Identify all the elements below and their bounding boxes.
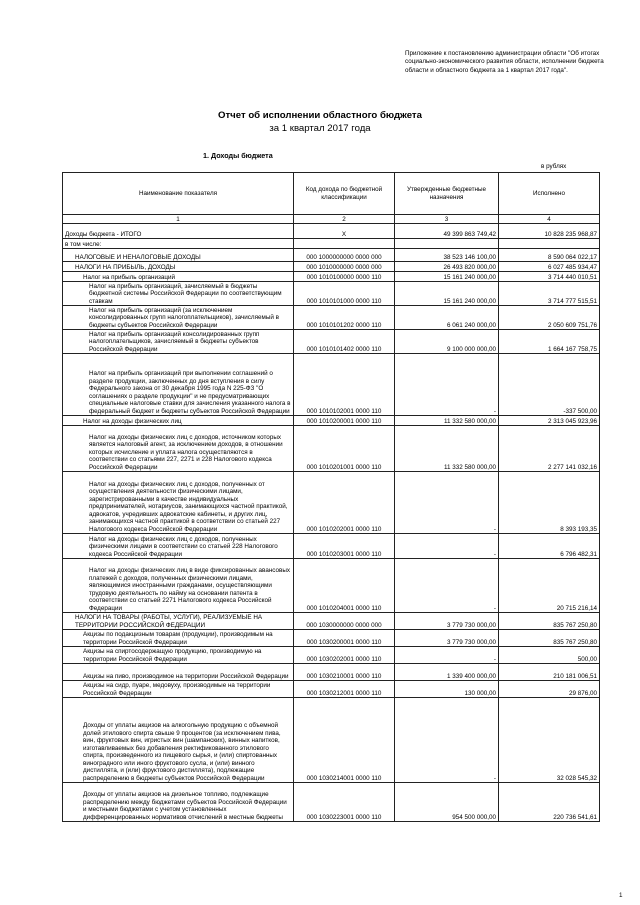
row-name: Налог на прибыль организаций, зачисляемый в бюджеты бюджетной системы Российской Федерации по соответствующим ставкам <box>63 282 294 306</box>
row-code: 000 1010200001 0000 110 <box>294 416 395 426</box>
row-name: Налог на прибыль организаций при выполнении соглашений о разделе продукции, заключенных до дня вступления в силу Федерального закона от 30 декабря 1995 года N 225-ФЗ "О соглашениях о разделе продукции" и не предусматривающих специальные налоговые ставки для зачисления указанного налога в федеральный бюджет и бюджеты субъектов Российской Федерации <box>63 354 294 416</box>
table-row <box>63 534 600 559</box>
row-code: 000 1030000000 0000 000 <box>294 613 395 630</box>
row-name: Налог на доходы физических лиц с доходов, полученных от осуществления деятельности физическими лицами, зарегистрированными в качестве индивидуальных предпринимателей, нотариусов, занимающихся частной практикой, адвокатов, учредивших адвокатские кабинеты, и других лиц, занимающихся частной практикой в соответствии со статьей 227 Налогового кодекса Российской Федерации <box>63 472 294 534</box>
row-code: 000 1010100000 0000 110 <box>294 272 395 282</box>
row-approved: 26 493 820 000,00 <box>395 262 499 272</box>
row-executed: 6 796 482,31 <box>499 534 600 559</box>
table-row <box>63 262 600 272</box>
row-approved: 1 339 400 000,00 <box>395 664 499 681</box>
report-title: Отчет об исполнении областного бюджета <box>218 110 422 121</box>
row-code: 000 1010202001 0000 110 <box>294 472 395 534</box>
row-name: Акцизы на пиво, производимое на территории Российской Федерации <box>63 664 294 681</box>
row-executed: 210 181 006,51 <box>499 664 600 681</box>
row-approved: 6 061 240 000,00 <box>395 306 499 330</box>
row-approved: 49 399 863 749,42 <box>395 224 499 239</box>
row-executed: 8 393 193,35 <box>499 472 600 534</box>
row-code: 000 1010201001 0000 110 <box>294 426 395 472</box>
report-subtitle: за 1 квартал 2017 года <box>269 123 371 134</box>
row-name: Доходы бюджета - ИТОГО <box>63 224 294 239</box>
row-executed: -337 500,00 <box>499 354 600 416</box>
table-row <box>63 698 600 783</box>
table-row <box>63 416 600 426</box>
header-code: Код дохода по бюджетной классификации <box>294 173 395 215</box>
table-row <box>63 272 600 282</box>
row-approved: 130 000,00 <box>395 681 499 698</box>
row-approved: 11 332 580 000,00 <box>395 426 499 472</box>
row-executed: 6 027 485 934,47 <box>499 262 600 272</box>
row-approved: 954 500 000,00 <box>395 783 499 822</box>
row-code: 000 1010204001 0000 110 <box>294 559 395 613</box>
table-row <box>63 249 600 262</box>
column-number: 1 <box>63 215 294 224</box>
table-row <box>63 354 600 416</box>
row-executed: 32 028 545,32 <box>499 698 600 783</box>
row-name: Акцизы на спиртосодержащую продукцию, производимую на территории Российской Федерации <box>63 647 294 664</box>
row-code: 000 1030223001 0000 110 <box>294 783 395 822</box>
header-name: Наименование показателя <box>63 173 294 215</box>
row-approved: 38 523 146 100,00 <box>395 249 499 262</box>
row-approved: 11 332 580 000,00 <box>395 416 499 426</box>
row-name: Налог на прибыль организаций (за исключением консолидированных групп налогоплательщиков), зачисляемый в бюджеты субъектов Российской Федерации <box>63 306 294 330</box>
table-row <box>63 613 600 630</box>
row-executed: 8 590 064 022,17 <box>499 249 600 262</box>
column-number: 2 <box>294 215 395 224</box>
header-row <box>63 173 600 215</box>
table-row <box>63 559 600 613</box>
row-executed: 2 050 609 751,76 <box>499 306 600 330</box>
row-approved: - <box>395 559 499 613</box>
row-code: 000 1010203001 0000 110 <box>294 534 395 559</box>
table-row <box>63 783 600 822</box>
header-approved: Утвержденные бюджетные назначения <box>395 173 499 215</box>
table-row <box>63 664 600 681</box>
column-number-row <box>63 215 600 224</box>
row-name: Налог на доходы физических лиц <box>63 416 294 426</box>
row-name: Доходы от уплаты акцизов на алкогольную продукцию с объемной долей этилового спирта свыше 9 процентов (за исключением пива, вин, фруктовых вин, игристых вин (шампанских), винных напитков, изготавливаемых без добавления ректификованного этилового спирта, произведенного из пищевого сырья, и (или) спиртованных виноградного или иного фруктового сусла, и (или) винного дистиллята, и (или) фруктового дистиллята), подлежащие распределению в бюджеты субъектов Российской Федерации <box>63 698 294 783</box>
row-executed: 2 313 045 923,96 <box>499 416 600 426</box>
row-executed: 220 736 541,61 <box>499 783 600 822</box>
row-name: в том числе: <box>63 239 294 249</box>
row-name: НАЛОГИ НА ТОВАРЫ (РАБОТЫ, УСЛУГИ), РЕАЛИЗУЕМЫЕ НА ТЕРРИТОРИИ РОССИЙСКОЙ ФЕДЕРАЦИИ <box>63 613 294 630</box>
table-row <box>63 306 600 330</box>
row-code: 000 1030214001 0000 110 <box>294 698 395 783</box>
row-name: Налог на прибыль организаций консолидированных групп налогоплательщиков, зачисляемый в бюджеты субъектов Российской Федерации <box>63 330 294 354</box>
page-number: 1 <box>619 892 623 899</box>
column-number: 4 <box>499 215 600 224</box>
section-title: 1. Доходы бюджета <box>203 151 273 160</box>
row-executed: 3 714 777 515,51 <box>499 282 600 306</box>
row-code: 000 1030202001 0000 110 <box>294 647 395 664</box>
row-approved: 9 100 000 000,00 <box>395 330 499 354</box>
table-row <box>63 681 600 698</box>
row-code: Х <box>294 224 395 239</box>
row-executed <box>499 239 600 249</box>
table-row <box>63 426 600 472</box>
row-approved: - <box>395 534 499 559</box>
row-approved: 3 779 730 000,00 <box>395 630 499 647</box>
row-name: Акцизы по подакцизным товарам (продукции), производимым на территории Российской Федерации <box>63 630 294 647</box>
row-name: Налог на доходы физических лиц с доходов, источником которых является налоговый агент, за исключением доходов, в отношении которых исчисление и уплата налога осуществляются в соответствии со статьями 227, 2271 и 228 Налогового кодекса Российской Федерации <box>63 426 294 472</box>
row-executed: 500,00 <box>499 647 600 664</box>
row-name: НАЛОГОВЫЕ И НЕНАЛОГОВЫЕ ДОХОДЫ <box>63 249 294 262</box>
table-row <box>63 472 600 534</box>
row-name: НАЛОГИ НА ПРИБЫЛЬ, ДОХОДЫ <box>63 262 294 272</box>
row-code: 000 1030200001 0000 110 <box>294 630 395 647</box>
row-approved: - <box>395 354 499 416</box>
units-label: в рублях <box>541 163 567 170</box>
header-executed: Исполнено <box>499 173 600 215</box>
row-approved <box>395 239 499 249</box>
row-approved: 3 779 730 000,00 <box>395 613 499 630</box>
row-code: 000 1000000000 0000 000 <box>294 249 395 262</box>
row-code: 000 1010000000 0000 000 <box>294 262 395 272</box>
row-executed: 835 767 250,80 <box>499 613 600 630</box>
row-code: 000 1030210001 0000 110 <box>294 664 395 681</box>
row-name: Доходы от уплаты акцизов на дизельное топливо, подлежащие распределению между бюджетами субъектов Российской Федерации и местными бюджетами с учетом установленных дифференцированных нормативов отчислений в местные бюджеты <box>63 783 294 822</box>
row-name: Налог на доходы физических лиц в виде фиксированных авансовых платежей с доходов, полученных физическими лицами, являющимися иностранными гражданами, осуществляющими трудовую деятельность по найму на основании патента в соответствии со статьей 2271 Налогового кодекса Российской Федерации <box>63 559 294 613</box>
row-executed: 20 715 216,14 <box>499 559 600 613</box>
row-executed: 3 714 440 010,51 <box>499 272 600 282</box>
row-code <box>294 239 395 249</box>
table-row <box>63 224 600 239</box>
row-code: 000 1010102001 0000 110 <box>294 354 395 416</box>
revenue-table <box>62 172 600 822</box>
row-name: Налог на прибыль организаций <box>63 272 294 282</box>
row-executed: 835 767 250,80 <box>499 630 600 647</box>
row-name: Акцизы на сидр, пуаре, медовуху, производимые на территории Российской Федерации <box>63 681 294 698</box>
row-executed: 29 876,00 <box>499 681 600 698</box>
row-approved: - <box>395 472 499 534</box>
row-name: Налог на доходы физических лиц с доходов, полученных физическими лицами в соответствии со статьей 228 Налогового кодекса Российской Федерации <box>63 534 294 559</box>
table-row <box>63 239 600 249</box>
table-row <box>63 330 600 354</box>
row-code: 000 1030212001 0000 110 <box>294 681 395 698</box>
table-row <box>63 282 600 306</box>
row-code: 000 1010101202 0000 110 <box>294 306 395 330</box>
table-row <box>63 647 600 664</box>
row-approved: - <box>395 647 499 664</box>
appendix-note: Приложение к постановлению администрации области "Об итогах социально-экономического развития области, исполнении бюджета области и областного бюджета за 1 квартал 2017 года". <box>405 50 604 74</box>
row-approved: 15 161 240 000,00 <box>395 282 499 306</box>
row-code: 000 1010101000 0000 110 <box>294 282 395 306</box>
row-code: 000 1010101402 0000 110 <box>294 330 395 354</box>
column-number: 3 <box>395 215 499 224</box>
table-row <box>63 630 600 647</box>
row-approved: - <box>395 698 499 783</box>
row-executed: 1 664 167 758,75 <box>499 330 600 354</box>
row-executed: 10 828 235 968,87 <box>499 224 600 239</box>
row-executed: 2 277 141 032,16 <box>499 426 600 472</box>
row-approved: 15 161 240 000,00 <box>395 272 499 282</box>
